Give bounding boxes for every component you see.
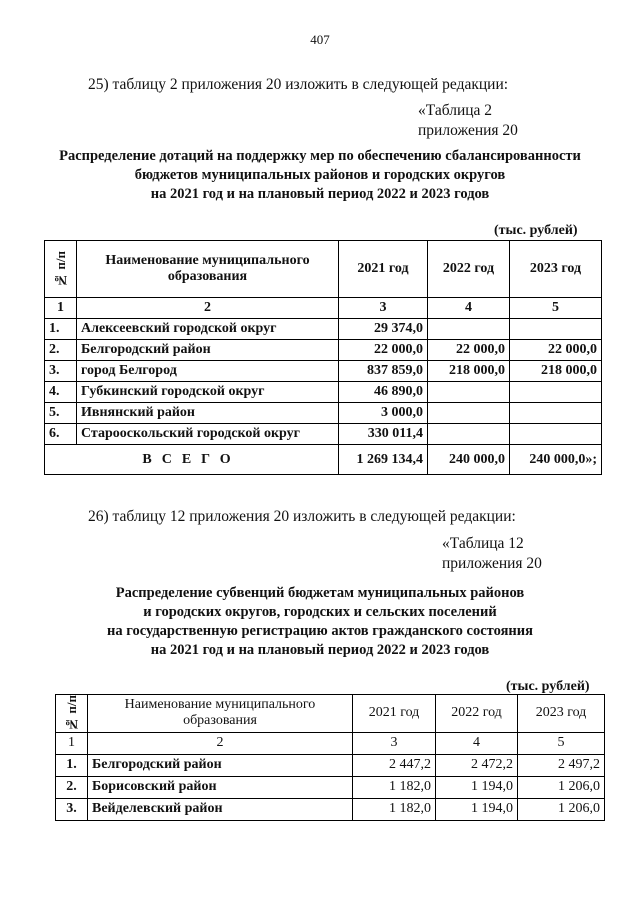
table-row: 2. Белгородский район 22 000,0 22 000,0 22 000,0 [45, 340, 602, 361]
header-2023: 2023 год [510, 241, 602, 298]
title-line3: на 2021 год и на плановый период 2022 и 2023 годов [150, 186, 490, 202]
header-2023: 2023 год [518, 695, 605, 733]
title-line2: бюджетов муниципальных районов и городских округов [134, 167, 506, 183]
table-row: 1. Алексеевский городской округ 29 374,0 [45, 319, 602, 340]
title-line4: на 2021 год и на плановый период 2022 и 2023 годов [150, 642, 490, 658]
header-2022: 2022 год [436, 695, 518, 733]
table2-title [20, 147, 620, 204]
table-row: 3. Вейделевский район 1 182,0 1 194,0 1 206,0 [56, 798, 605, 820]
total-label: ВСЕГО [45, 445, 339, 475]
table-row: 3. город Белгород 837 859,0 218 000,0 218 000,0 [45, 361, 602, 382]
section25-annex [418, 101, 518, 141]
title-line2: и городских округов, городских и сельских поселений [143, 604, 497, 620]
table12 [55, 694, 605, 821]
index-row: 1 2 3 4 5 [56, 732, 605, 754]
header-2021: 2021 год [353, 695, 436, 733]
page-number: 407 [310, 32, 330, 47]
table-row: 5. Ивнянский район 3 000,0 [45, 403, 602, 424]
section25-intro: 25) таблицу 2 приложения 20 изложить в следующей редакции: [88, 76, 509, 93]
table-row: 6. Старооскольский городской округ 330 011,4 [45, 424, 602, 445]
index-row: 1 2 3 4 5 [45, 298, 602, 319]
annex-line2: приложения 20 [442, 555, 542, 572]
table2 [44, 240, 602, 475]
section26-intro: 26) таблицу 12 приложения 20 изложить в следующей редакции: [88, 508, 516, 525]
header-name: Наименование муниципального образования [88, 695, 353, 733]
header-2022: 2022 год [428, 241, 510, 298]
title-line1: Распределение дотаций на поддержку мер по обеспечению сбалансированности [59, 148, 581, 164]
total-2022: 240 000,0 [428, 445, 510, 475]
title-line3: на государственную регистрацию актов гражданского состояния [107, 623, 533, 639]
table12-unit: (тыс. рублей) [506, 679, 590, 694]
total-row [45, 445, 602, 475]
table-row: 4. Губкинский городской округ 46 890,0 [45, 382, 602, 403]
table2-unit: (тыс. рублей) [494, 223, 578, 238]
annex-line1: «Таблица 12 [442, 535, 524, 552]
annex-line2: приложения 20 [418, 122, 518, 139]
table-row: 1. Белгородский район 2 447,2 2 472,2 2 497,2 [56, 754, 605, 776]
header-num: № п/п [45, 241, 77, 298]
section26-annex [442, 534, 542, 574]
header-name: Наименование муниципального образования [77, 241, 339, 298]
annex-line1: «Таблица 2 [418, 102, 493, 119]
header-2021: 2021 год [339, 241, 428, 298]
total-2023: 240 000,0»; [510, 445, 602, 475]
title-line1: Распределение субвенций бюджетам муниципальных районов [115, 585, 525, 601]
table12-title [20, 584, 620, 660]
header-num: № п/п [56, 695, 88, 733]
table-row: 2. Борисовский район 1 182,0 1 194,0 1 206,0 [56, 776, 605, 798]
total-2021: 1 269 134,4 [339, 445, 428, 475]
